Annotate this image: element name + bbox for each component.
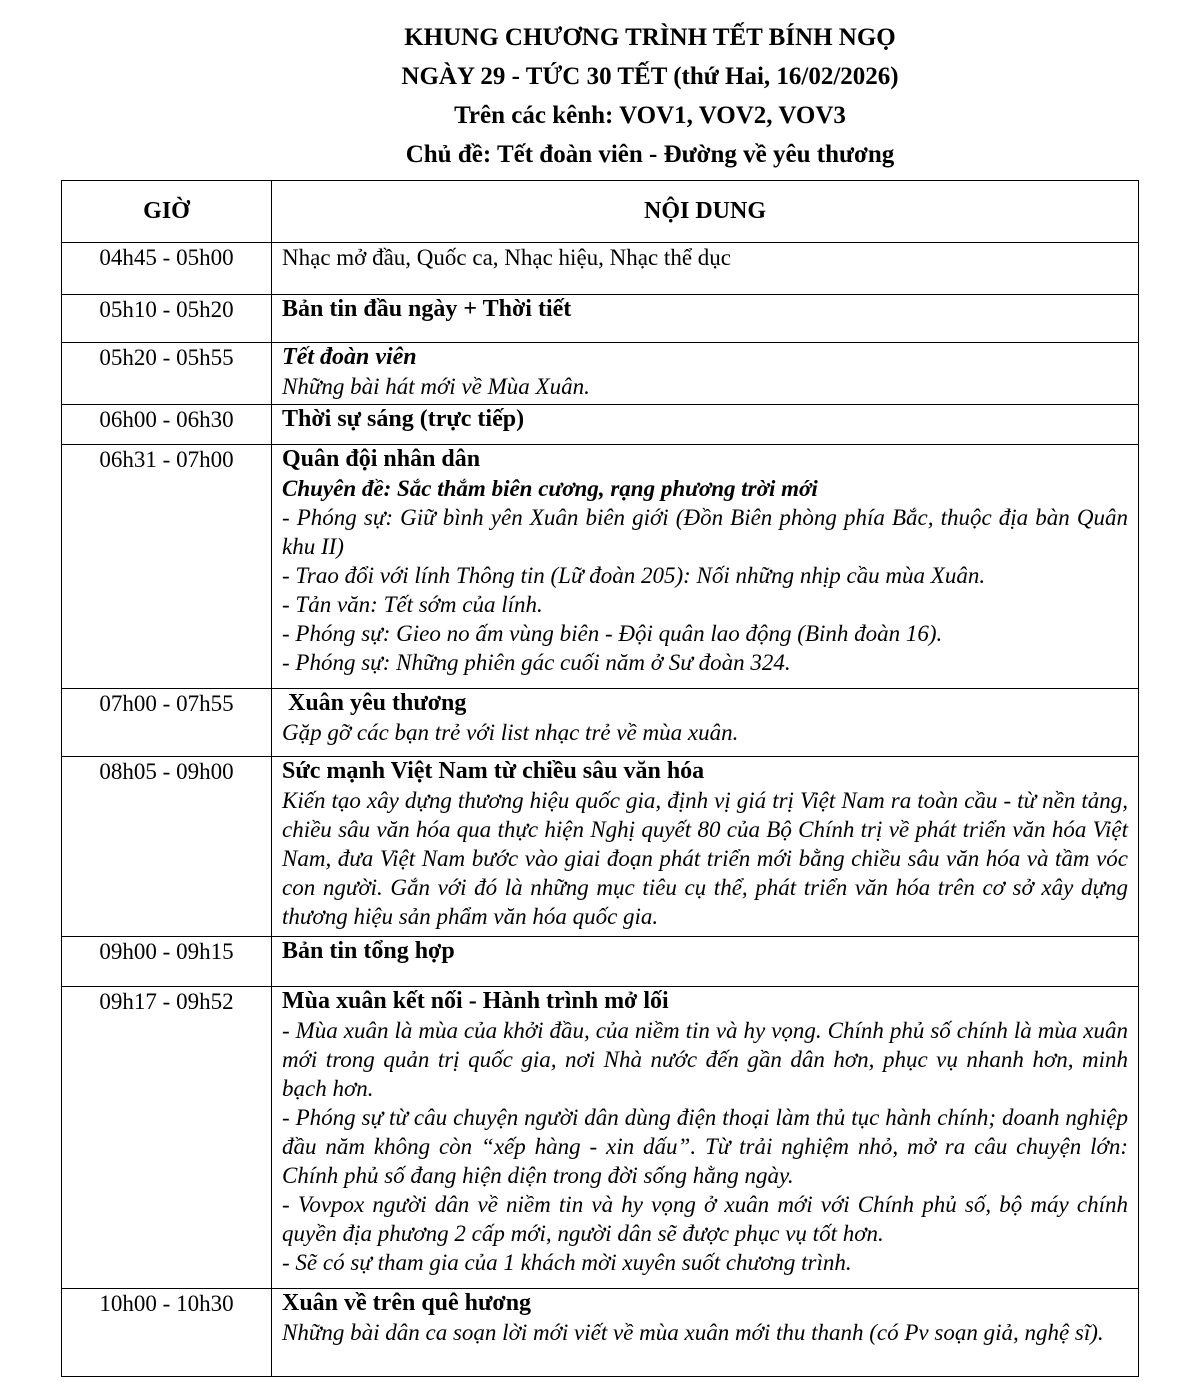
item-title: Tết đoàn viên	[282, 344, 417, 370]
item-desc: Kiến tạo xây dựng thương hiệu quốc gia, định vị giá trị Việt Nam ra toàn cầu - từ nền tảng, chiều sâu văn hóa qua thực hiện Nghị quyết 80 của Bộ Chính trị về phát triển văn hóa Việt Nam, đưa Việt Nam bước vào giai đoạn phát triển mới bằng chiều sâu văn hóa và tầm vóc con người. Gắn với đó là những mục tiêu cụ thể, phát triển văn hóa trên cơ sở xây dựng thương hiệu sản phẩm văn hóa quốc gia.	[282, 788, 1128, 929]
item-desc: - Sẽ có sự tham gia của 1 khách mời xuyên suốt chương trình.	[282, 1250, 852, 1275]
item-desc: - Vovpox người dân về niềm tin và hy vọng ở xuân mới với Chính phủ số, bộ máy chính quyền địa phương 2 cấp mới, người dân sẽ được phục vụ tốt hơn.	[282, 1192, 1128, 1246]
time-cell: 07h00 - 07h55	[62, 689, 272, 757]
item-desc: - Tản văn: Tết sớm của lính.	[282, 592, 543, 617]
time-cell: 09h17 - 09h52	[62, 987, 272, 1289]
content-cell	[272, 405, 1139, 445]
theme: Chủ đề: Tết đoàn viên - Đường về yêu thương	[405, 141, 895, 168]
time-cell: 05h10 - 05h20	[62, 295, 272, 343]
item-title: Xuân về trên quê hương	[282, 1290, 532, 1316]
col-header-time: GIỜ	[62, 181, 272, 243]
content-cell	[272, 343, 1139, 405]
item-title: Quân đội nhân dân	[282, 446, 481, 472]
time-cell: 10h00 - 10h30	[62, 1289, 272, 1377]
table-row	[62, 405, 1139, 445]
document-title: KHUNG CHƯƠNG TRÌNH TẾT BÍNH NGỌ	[404, 24, 896, 51]
channels: Trên các kênh: VOV1, VOV2, VOV3	[454, 102, 846, 129]
col-header-content: NỘI DUNG	[272, 181, 1139, 243]
item-text: Nhạc mở đầu, Quốc ca, Nhạc hiệu, Nhạc thể dục	[282, 245, 731, 270]
document-header	[0, 18, 1200, 174]
content-cell	[272, 937, 1139, 987]
time-cell: 06h00 - 06h30	[62, 405, 272, 445]
table-row	[62, 295, 1139, 343]
table-row	[62, 757, 1139, 937]
item-title: Bản tin đầu ngày + Thời tiết	[282, 296, 572, 322]
table-header-row	[62, 181, 1139, 243]
time-cell: 08h05 - 09h00	[62, 757, 272, 937]
table-row	[62, 445, 1139, 689]
content-cell	[272, 243, 1139, 295]
time-cell: 09h00 - 09h15	[62, 937, 272, 987]
content-cell	[272, 295, 1139, 343]
time-cell: 06h31 - 07h00	[62, 445, 272, 689]
item-desc: - Phóng sự: Những phiên gác cuối năm ở Sư đoàn 324.	[282, 650, 791, 675]
content-cell	[272, 689, 1139, 757]
item-desc: - Trao đổi với lính Thông tin (Lữ đoàn 205): Nối những nhịp cầu mùa Xuân.	[282, 563, 986, 588]
item-title: Sức mạnh Việt Nam từ chiều sâu văn hóa	[282, 758, 705, 784]
table-row	[62, 243, 1139, 295]
time-cell: 05h20 - 05h55	[62, 343, 272, 405]
table-row	[62, 343, 1139, 405]
content-cell	[272, 1289, 1139, 1377]
item-title: Xuân yêu thương	[288, 690, 467, 716]
table-row	[62, 689, 1139, 757]
item-desc: Những bài dân ca soạn lời mới viết về mùa xuân mới thu thanh (có Pv soạn giả, nghệ sĩ).	[282, 1320, 1104, 1345]
content-cell	[272, 987, 1139, 1289]
time-cell: 04h45 - 05h00	[62, 243, 272, 295]
table-row	[62, 937, 1139, 987]
content-cell	[272, 757, 1139, 937]
table-row	[62, 987, 1139, 1289]
table-row	[62, 1289, 1139, 1377]
item-desc: - Phóng sự: Giữ bình yên Xuân biên giới (Đồn Biên phòng phía Bắc, thuộc địa bàn Quân khu II)	[282, 505, 1128, 559]
item-desc: - Phóng sự từ câu chuyện người dân dùng điện thoại làm thủ tục hành chính; doanh nghiệp đầu năm không còn “xếp hàng - xin dấu”. Từ trải nghiệm nhỏ, mở ra câu chuyện lớn: Chính phủ số đang hiện diện trong đời sống hằng ngày.	[282, 1105, 1128, 1188]
item-desc: - Mùa xuân là mùa của khởi đầu, của niềm tin và hy vọng. Chính phủ số chính là mùa xuân mới trong quản trị quốc gia, nơi Nhà nước đến gần dân hơn, phục vụ nhanh hơn, minh bạch hơn.	[282, 1018, 1128, 1101]
item-title: Thời sự sáng (trực tiếp)	[282, 406, 525, 432]
item-subtitle: Chuyên đề: Sắc thắm biên cương, rạng phương trời mới	[282, 476, 818, 501]
schedule-table	[61, 180, 1139, 1377]
item-desc: - Phóng sự: Gieo no ấm vùng biên - Đội quân lao động (Binh đoàn 16).	[282, 621, 943, 646]
item-title: Mùa xuân kết nối - Hành trình mở lối	[282, 988, 669, 1014]
item-desc: Gặp gỡ các bạn trẻ với list nhạc trẻ về mùa xuân.	[282, 720, 739, 745]
item-title: Bản tin tổng hợp	[282, 938, 455, 964]
program-date: NGÀY 29 - TỨC 30 TẾT (thứ Hai, 16/02/2026)	[401, 63, 899, 90]
item-desc: Những bài hát mới về Mùa Xuân.	[282, 374, 590, 399]
content-cell	[272, 445, 1139, 689]
